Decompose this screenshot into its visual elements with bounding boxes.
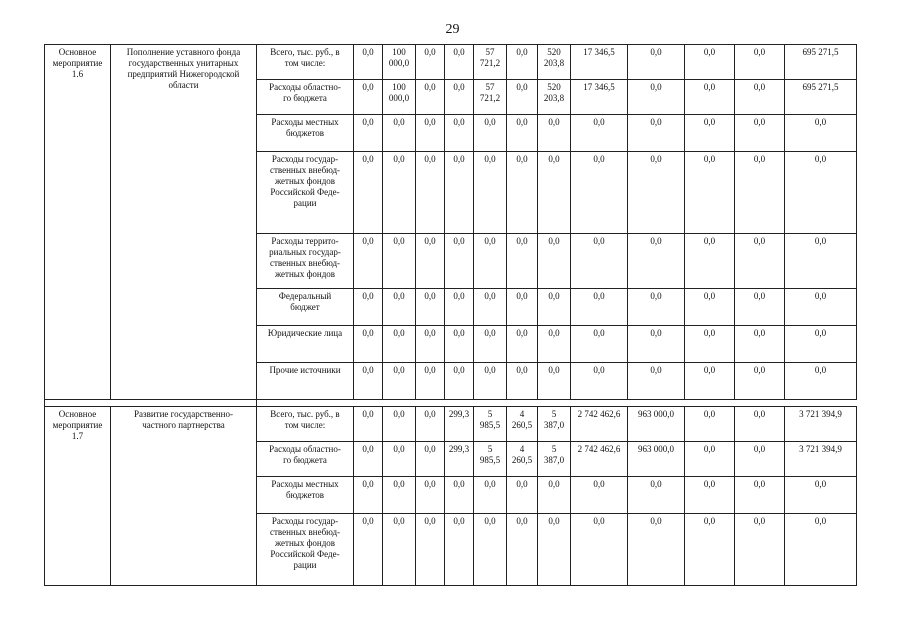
- funding-source-cell: Расходы областно- го бюджета: [257, 442, 354, 477]
- value-cell: 0,0: [445, 45, 474, 80]
- value-cell: 0,0: [735, 80, 785, 115]
- value-cell: 0,0: [416, 115, 445, 152]
- value-cell: 0,0: [474, 363, 507, 400]
- value-cell: 0,0: [571, 115, 628, 152]
- value-cell: 0,0: [685, 152, 735, 234]
- value-cell: 0,0: [538, 289, 571, 326]
- value-cell: 0,0: [785, 234, 857, 289]
- funding-source-cell: Расходы местных бюджетов: [257, 115, 354, 152]
- value-cell: 0,0: [571, 363, 628, 400]
- value-cell: 100 000,0: [383, 80, 416, 115]
- value-cell: 0,0: [416, 326, 445, 363]
- value-cell: 0,0: [735, 442, 785, 477]
- value-cell: 0,0: [735, 45, 785, 80]
- value-cell: 0,0: [507, 152, 538, 234]
- value-cell: 0,0: [538, 326, 571, 363]
- value-cell: 0,0: [474, 289, 507, 326]
- funding-source-cell: Прочие источники: [257, 363, 354, 400]
- value-cell: 0,0: [354, 115, 383, 152]
- gap-cell: [257, 400, 857, 407]
- value-cell: 0,0: [507, 514, 538, 586]
- value-cell: 0,0: [507, 289, 538, 326]
- value-cell: 5 985,5: [474, 442, 507, 477]
- value-cell: 0,0: [416, 45, 445, 80]
- value-cell: 0,0: [628, 234, 685, 289]
- value-cell: 0,0: [416, 80, 445, 115]
- funding-source-cell: Расходы террито- риальных государ- ственных внебюд- жетных фондов: [257, 234, 354, 289]
- value-cell: 0,0: [507, 326, 538, 363]
- value-cell: 0,0: [474, 514, 507, 586]
- value-cell: 0,0: [445, 80, 474, 115]
- value-cell: 0,0: [685, 477, 735, 514]
- value-cell: 0,0: [538, 115, 571, 152]
- value-cell: 0,0: [383, 442, 416, 477]
- value-cell: 0,0: [571, 152, 628, 234]
- value-cell: 0,0: [628, 363, 685, 400]
- value-cell: 0,0: [383, 326, 416, 363]
- value-cell: 0,0: [538, 152, 571, 234]
- value-cell: 0,0: [735, 234, 785, 289]
- value-cell: 0,0: [628, 152, 685, 234]
- value-cell: 0,0: [474, 477, 507, 514]
- value-cell: 0,0: [571, 477, 628, 514]
- value-cell: 0,0: [416, 477, 445, 514]
- value-cell: 0,0: [474, 326, 507, 363]
- value-cell: 0,0: [445, 363, 474, 400]
- measure-code-cell: Основное мероприятие 1.6: [45, 45, 111, 400]
- value-cell: 0,0: [354, 289, 383, 326]
- gap-cell: [45, 400, 257, 407]
- value-cell: 0,0: [354, 234, 383, 289]
- value-cell: 0,0: [628, 514, 685, 586]
- value-cell: 0,0: [383, 115, 416, 152]
- value-cell: 299,3: [445, 442, 474, 477]
- value-cell: 0,0: [628, 477, 685, 514]
- value-cell: 0,0: [538, 363, 571, 400]
- value-cell: 0,0: [538, 514, 571, 586]
- value-cell: 0,0: [785, 326, 857, 363]
- value-cell: 0,0: [628, 80, 685, 115]
- value-cell: 0,0: [571, 289, 628, 326]
- value-cell: 0,0: [354, 152, 383, 234]
- value-cell: 0,0: [571, 514, 628, 586]
- value-cell: 0,0: [383, 477, 416, 514]
- value-cell: 0,0: [538, 477, 571, 514]
- value-cell: 0,0: [354, 442, 383, 477]
- value-cell: 0,0: [354, 407, 383, 442]
- value-cell: 0,0: [685, 442, 735, 477]
- value-cell: 0,0: [735, 326, 785, 363]
- funding-source-cell: Всего, тыс. руб., в том числе:: [257, 407, 354, 442]
- value-cell: 0,0: [383, 152, 416, 234]
- value-cell: 0,0: [628, 45, 685, 80]
- funding-source-cell: Юридические лица: [257, 326, 354, 363]
- value-cell: 299,3: [445, 407, 474, 442]
- value-cell: 0,0: [685, 326, 735, 363]
- value-cell: 0,0: [685, 363, 735, 400]
- value-cell: 0,0: [785, 477, 857, 514]
- value-cell: 0,0: [785, 514, 857, 586]
- value-cell: 0,0: [628, 326, 685, 363]
- value-cell: 0,0: [474, 115, 507, 152]
- value-cell: 0,0: [445, 326, 474, 363]
- value-cell: 695 271,5: [785, 45, 857, 80]
- value-cell: 0,0: [416, 152, 445, 234]
- value-cell: 0,0: [685, 45, 735, 80]
- value-cell: 57 721,2: [474, 80, 507, 115]
- value-cell: 695 271,5: [785, 80, 857, 115]
- value-cell: 5 985,5: [474, 407, 507, 442]
- value-cell: 0,0: [785, 363, 857, 400]
- value-cell: 0,0: [445, 514, 474, 586]
- value-cell: 0,0: [735, 407, 785, 442]
- value-cell: 0,0: [445, 234, 474, 289]
- value-cell: 0,0: [354, 363, 383, 400]
- value-cell: 0,0: [735, 477, 785, 514]
- value-cell: 0,0: [685, 115, 735, 152]
- value-cell: 0,0: [474, 234, 507, 289]
- value-cell: 520 203,8: [538, 80, 571, 115]
- value-cell: 0,0: [445, 115, 474, 152]
- value-cell: 0,0: [354, 514, 383, 586]
- table-row: [45, 45, 857, 80]
- value-cell: 0,0: [383, 363, 416, 400]
- value-cell: 0,0: [571, 326, 628, 363]
- value-cell: 0,0: [507, 45, 538, 80]
- value-cell: 520 203,8: [538, 45, 571, 80]
- value-cell: 0,0: [685, 407, 735, 442]
- value-cell: 0,0: [685, 289, 735, 326]
- value-cell: 0,0: [416, 234, 445, 289]
- table-row: [45, 407, 857, 442]
- funding-source-cell: Федеральный бюджет: [257, 289, 354, 326]
- value-cell: 0,0: [735, 363, 785, 400]
- value-cell: 963 000,0: [628, 442, 685, 477]
- value-cell: 0,0: [383, 234, 416, 289]
- value-cell: 0,0: [785, 115, 857, 152]
- group-gap: [45, 400, 857, 407]
- value-cell: 3 721 394,9: [785, 407, 857, 442]
- value-cell: 5 387,0: [538, 442, 571, 477]
- value-cell: 0,0: [383, 289, 416, 326]
- funding-source-cell: Расходы государ- ственных внебюд- жетных фондов Российской Феде- рации: [257, 152, 354, 234]
- value-cell: 0,0: [507, 363, 538, 400]
- value-cell: 0,0: [507, 80, 538, 115]
- value-cell: 0,0: [785, 152, 857, 234]
- value-cell: 3 721 394,9: [785, 442, 857, 477]
- value-cell: 0,0: [538, 234, 571, 289]
- value-cell: 0,0: [416, 363, 445, 400]
- value-cell: 0,0: [354, 80, 383, 115]
- value-cell: 963 000,0: [628, 407, 685, 442]
- value-cell: 0,0: [685, 514, 735, 586]
- measure-code-cell: Основное мероприятие 1.7: [45, 407, 111, 586]
- funding-source-cell: Всего, тыс. руб., в том числе:: [257, 45, 354, 80]
- value-cell: 0,0: [416, 514, 445, 586]
- value-cell: 0,0: [685, 234, 735, 289]
- value-cell: 0,0: [354, 45, 383, 80]
- value-cell: 0,0: [785, 289, 857, 326]
- page-number: 29: [445, 22, 460, 37]
- value-cell: 0,0: [383, 407, 416, 442]
- value-cell: 0,0: [383, 514, 416, 586]
- value-cell: 0,0: [735, 115, 785, 152]
- value-cell: 4 260,5: [507, 442, 538, 477]
- value-cell: 0,0: [685, 80, 735, 115]
- value-cell: 0,0: [735, 289, 785, 326]
- value-cell: 0,0: [628, 115, 685, 152]
- value-cell: 0,0: [416, 289, 445, 326]
- value-cell: 57 721,2: [474, 45, 507, 80]
- measure-name-cell: Развитие государственно- частного партнерства: [111, 407, 257, 586]
- value-cell: 5 387,0: [538, 407, 571, 442]
- value-cell: 0,0: [445, 477, 474, 514]
- value-cell: 0,0: [416, 442, 445, 477]
- value-cell: 0,0: [571, 234, 628, 289]
- value-cell: 0,0: [628, 289, 685, 326]
- funding-source-cell: Расходы местных бюджетов: [257, 477, 354, 514]
- value-cell: 0,0: [445, 289, 474, 326]
- value-cell: 0,0: [507, 115, 538, 152]
- value-cell: 0,0: [416, 407, 445, 442]
- value-cell: 0,0: [474, 152, 507, 234]
- value-cell: 17 346,5: [571, 80, 628, 115]
- value-cell: 0,0: [354, 477, 383, 514]
- measure-name-cell: Пополнение уставного фонда государственных унитарных предприятий Нижегородской области: [111, 45, 257, 400]
- value-cell: 17 346,5: [571, 45, 628, 80]
- funding-source-cell: Расходы государ- ственных внебюд- жетных фондов Российской Феде- рации: [257, 514, 354, 586]
- budget-table: [44, 44, 857, 586]
- value-cell: 2 742 462,6: [571, 442, 628, 477]
- value-cell: 0,0: [507, 234, 538, 289]
- value-cell: 0,0: [354, 326, 383, 363]
- value-cell: 2 742 462,6: [571, 407, 628, 442]
- value-cell: 0,0: [507, 477, 538, 514]
- funding-source-cell: Расходы областно- го бюджета: [257, 80, 354, 115]
- value-cell: 4 260,5: [507, 407, 538, 442]
- value-cell: 0,0: [735, 152, 785, 234]
- value-cell: 100 000,0: [383, 45, 416, 80]
- value-cell: 0,0: [445, 152, 474, 234]
- value-cell: 0,0: [735, 514, 785, 586]
